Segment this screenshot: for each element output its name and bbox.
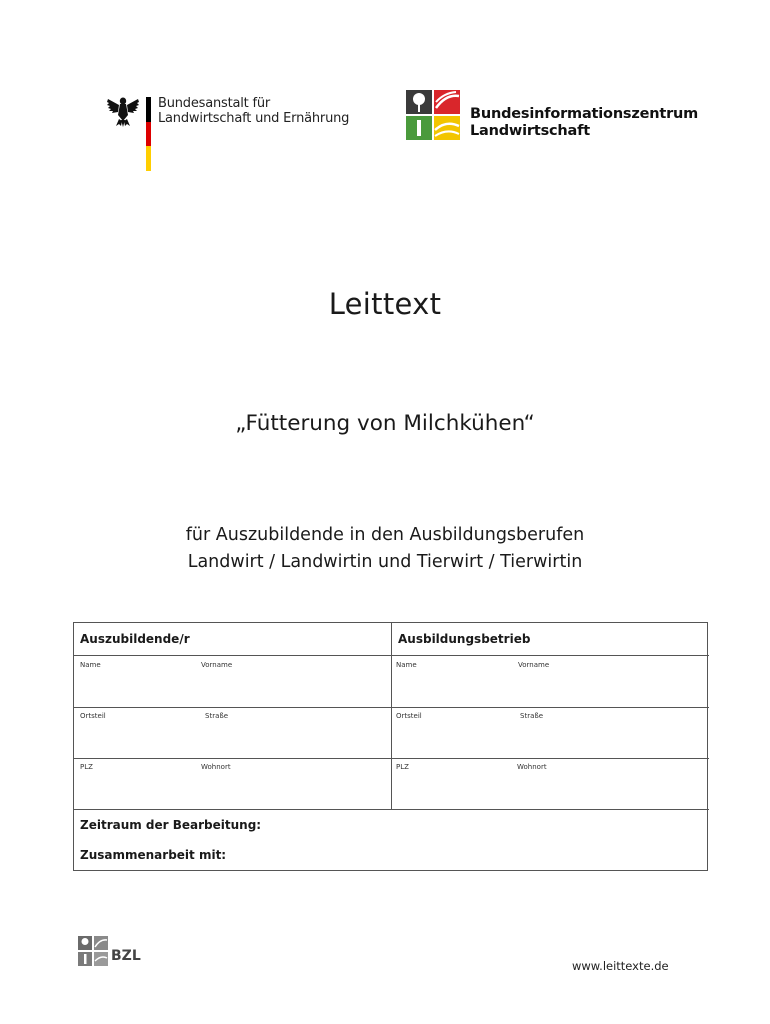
form-row-city bbox=[74, 758, 709, 810]
company-street-field[interactable]: Straße bbox=[520, 712, 544, 720]
ble-logo bbox=[106, 95, 350, 175]
footer-bzl-logo bbox=[78, 936, 148, 968]
bzl-name-line1: Bundesinformationszentrum bbox=[470, 106, 699, 122]
trainee-name-field[interactable]: Name bbox=[80, 661, 101, 669]
ble-name bbox=[158, 96, 349, 126]
trainee-zip-field[interactable]: PLZ bbox=[80, 763, 93, 771]
footer-url[interactable]: www.leittexte.de bbox=[572, 959, 669, 973]
federal-eagle-icon bbox=[106, 95, 140, 127]
period-label[interactable]: Zeitraum der Bearbeitung: bbox=[80, 818, 262, 832]
trainee-header: Auszubildende/r bbox=[80, 632, 190, 646]
trainee-form bbox=[73, 622, 708, 871]
document-title: Leittext bbox=[328, 287, 442, 321]
german-flag-bar bbox=[146, 97, 151, 171]
company-district-field[interactable]: Ortsteil bbox=[396, 712, 422, 720]
flag-black bbox=[146, 97, 151, 122]
company-firstname-field[interactable]: Vorname bbox=[518, 661, 550, 669]
company-city-field[interactable]: Wohnort bbox=[517, 763, 547, 771]
bzl-name-line2: Landwirtschaft bbox=[470, 123, 590, 139]
document-subtitle: „Fütterung von Milchkühen“ bbox=[235, 411, 535, 436]
ble-name-line2: Landwirtschaft und Ernährung bbox=[158, 111, 350, 126]
bzl-name bbox=[470, 106, 698, 140]
bzl-mark-icon bbox=[406, 90, 460, 140]
bzl-logo bbox=[406, 90, 706, 142]
bzl-small-mark-icon bbox=[78, 936, 108, 966]
form-row-name bbox=[74, 656, 709, 708]
trainee-street-field[interactable]: Straße bbox=[205, 712, 229, 720]
flag-red bbox=[146, 122, 151, 147]
company-header: Ausbildungsbetrieb bbox=[398, 632, 531, 646]
trainee-city-field[interactable]: Wohnort bbox=[201, 763, 231, 771]
flag-gold bbox=[146, 146, 151, 171]
company-name-field[interactable]: Name bbox=[396, 661, 417, 669]
trainee-district-field[interactable]: Ortsteil bbox=[80, 712, 106, 720]
audience-line1: für Auszubildende in den Ausbildungsberufen bbox=[185, 525, 585, 545]
form-row-street bbox=[74, 707, 709, 759]
audience-line2: Landwirt / Landwirtin und Tierwirt / Tierwirtin bbox=[187, 552, 583, 572]
ble-name-line1: Bundesanstalt für bbox=[158, 96, 271, 111]
company-zip-field[interactable]: PLZ bbox=[396, 763, 409, 771]
footer-logo-text: BZL bbox=[111, 948, 141, 964]
trainee-firstname-field[interactable]: Vorname bbox=[201, 661, 233, 669]
audience-text bbox=[0, 522, 770, 576]
cooperation-label[interactable]: Zusammenarbeit mit: bbox=[80, 848, 227, 862]
